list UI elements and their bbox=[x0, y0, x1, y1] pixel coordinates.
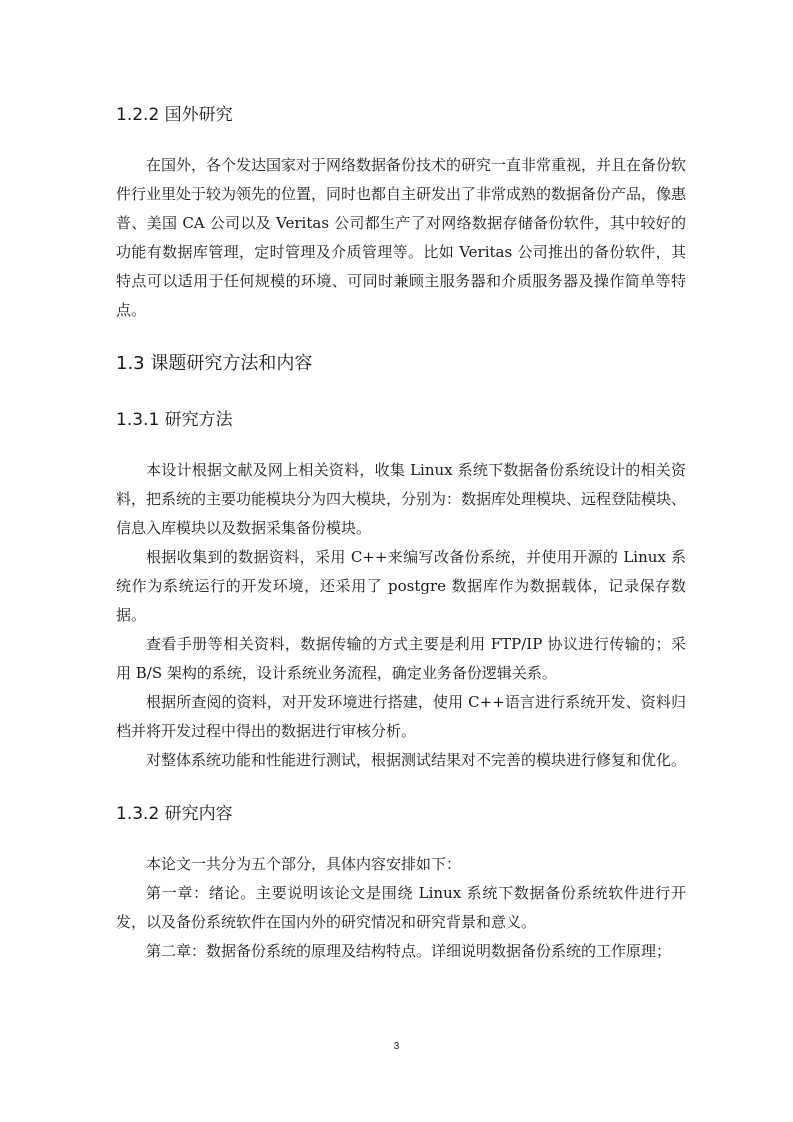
section-heading-1-3-1: 1.3.1 研究方法 bbox=[116, 410, 233, 430]
page-number: 3 bbox=[393, 1041, 400, 1052]
paragraph: 本论文一共分为五个部分，具体内容安排如下： bbox=[146, 855, 462, 873]
paragraph: 在国外，各个发达国家对于网络数据备份技术的研究一直非常重视，并且在备份软件行业里处于较为领先的位置，同时也都自主研发出了非常成熟的数据备份产品，像惠普、美国 CA 公司以及 Veritas 公司都生产了对网络数据存储备份软件，其中较好的功能有数据库管理，定时管理及介质管理等。比如 Veritas 公司推出的备份软件，其特点可以适用于任何规模的环境、可同时兼顾主服务器和介质服务器及操作简单等特点。 bbox=[116, 156, 687, 319]
section-heading-1-2-2: 1.2.2 国外研究 bbox=[116, 105, 233, 125]
paragraph: 第一章：绪论。主要说明该论文是围绕 Linux 系统下数据备份系统软件进行开发，以及备份系统软件在国内外的研究情况和研究背景和意义。 bbox=[116, 884, 686, 931]
section-heading-1-3-2: 1.3.2 研究内容 bbox=[116, 804, 233, 824]
paragraph: 本设计根据文献及网上相关资料，收集 Linux 系统下数据备份系统设计的相关资料，把系统的主要功能模块分为四大模块，分别为：数据库处理模块、远程登陆模块、信息入库模块以及数据采集备份模块。 bbox=[116, 461, 687, 537]
paragraph: 根据所查阅的资料，对开发环境进行搭建，使用 C++语言进行系统开发、资料归档并将开发过程中得出的数据进行审核分析。 bbox=[116, 693, 686, 740]
page-content bbox=[116, 100, 686, 966]
section-heading-1-3: 1.3 课题研究方法和内容 bbox=[116, 353, 313, 374]
paragraph: 第二章：数据备份系统的原理及结构特点。详细说明数据备份系统的工作原理； bbox=[146, 942, 672, 960]
paragraph: 对整体系统功能和性能进行测试，根据测试结果对不完善的模块进行修复和优化。 bbox=[146, 751, 687, 769]
paragraph: 根据收集到的数据资料，采用 C++来编写改备份系统，并使用开源的 Linux 系统作为系统运行的开发环境，还采用了 postgre 数据库作为数据载体，记录保存数据。 bbox=[116, 548, 686, 624]
paragraph: 查看手册等相关资料，数据传输的方式主要是利用 FTP/IP 协议进行传输的；采用 B/S 架构的系统，设计系统业务流程，确定业务备份逻辑关系。 bbox=[116, 635, 686, 682]
